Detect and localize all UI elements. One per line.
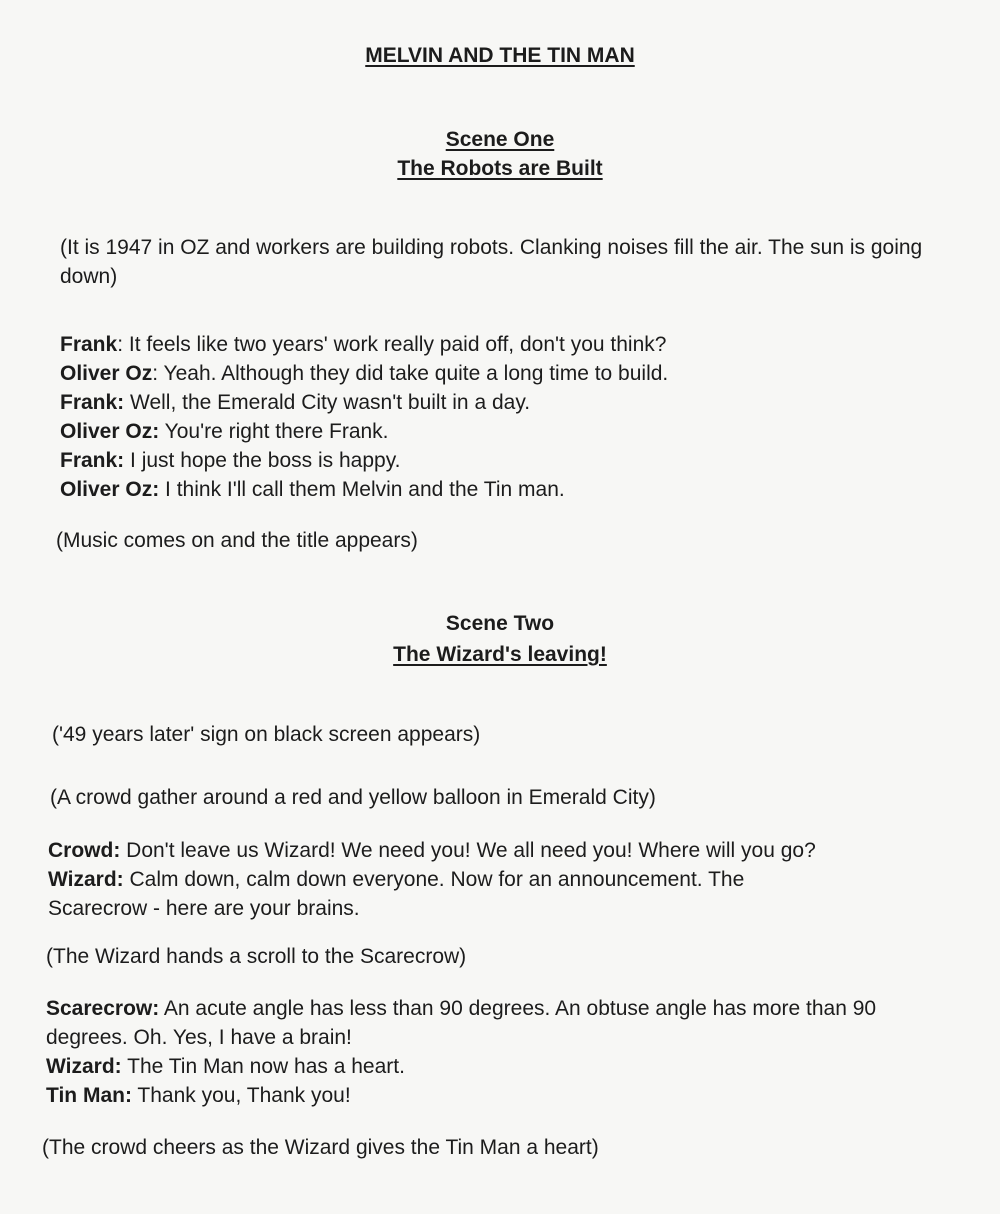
dialogue-text: It feels like two years' work really paid off, don't you think? [123, 333, 667, 356]
dialogue-line [48, 836, 928, 865]
dialogue-text: The Tin Man now has a heart. [121, 1055, 405, 1078]
dialogue-text: Well, the Emerald City wasn't built in a day. [124, 391, 531, 414]
dialogue-text: Don't leave us Wizard! We need you! We all need you! Where will you go? [120, 839, 816, 862]
document-title: MELVIN AND THE TIN MAN [365, 44, 635, 67]
dialogue-line [60, 417, 940, 446]
speaker-name: Scarecrow: [46, 997, 160, 1020]
dialogue-text: You're right there Frank. [159, 420, 389, 443]
speaker-name: Frank: [60, 391, 125, 414]
speaker-name: Wizard: [48, 868, 124, 891]
dialogue-line [60, 388, 940, 417]
scene-two-dialogue-part-two [46, 994, 926, 1110]
speaker-name: Crowd: [48, 839, 121, 862]
dialogue-line [60, 330, 940, 359]
scene-two-dialogue-part-one [48, 836, 928, 923]
speaker-name: Frank: [60, 449, 125, 472]
speaker-name: Oliver Oz: [60, 478, 160, 501]
scene-one-closing-direction: (Music comes on and the title appears) [56, 529, 418, 552]
speaker-name: Tin Man: [46, 1084, 132, 1107]
scene-one-number: Scene One [445, 128, 555, 151]
dialogue-text: Calm down, calm down everyone. Now for an announcement. The Scarecrow - here are your brains. [48, 868, 745, 920]
speaker-name: Oliver Oz: [60, 420, 160, 443]
speaker-separator: : [117, 333, 124, 356]
dialogue-text: Yeah. Although they did take quite a long time to build. [158, 362, 669, 385]
dialogue-text: Thank you, Thank you! [131, 1084, 351, 1107]
scene-two-name: The Wizard's leaving! [393, 643, 607, 666]
speaker-name: Wizard: [46, 1055, 122, 1078]
dialogue-text: An acute angle has less than 90 degrees. An obtuse angle has more than 90 degrees. Oh. Yes, I have a brain! [46, 997, 877, 1049]
scene-two-number: Scene Two [445, 612, 555, 635]
dialogue-text: I think I'll call them Melvin and the Tin man. [159, 478, 565, 501]
dialogue-line [60, 446, 940, 475]
dialogue-line [46, 1052, 926, 1081]
scene-two-closing-direction: (The crowd cheers as the Wizard gives the Tin Man a heart) [42, 1136, 599, 1159]
speaker-name: Frank [60, 333, 118, 356]
scene-two-setting-direction: (A crowd gather around a red and yellow balloon in Emerald City) [50, 786, 656, 809]
dialogue-line [48, 865, 838, 923]
dialogue-text: I just hope the boss is happy. [124, 449, 401, 472]
dialogue-line [60, 475, 940, 504]
scene-two-scroll-direction: (The Wizard hands a scroll to the Scarecrow) [46, 945, 467, 968]
speaker-name: Oliver Oz [60, 362, 153, 385]
scene-one-dialogue [60, 330, 940, 504]
dialogue-line [46, 1081, 926, 1110]
scene-two-time-direction: ('49 years later' sign on black screen appears) [52, 723, 481, 746]
scene-one-name: The Robots are Built [397, 157, 603, 180]
dialogue-line [60, 359, 940, 388]
speaker-separator: : [152, 362, 159, 385]
dialogue-line [46, 994, 886, 1052]
scene-one-stage-direction: (It is 1947 in OZ and workers are building robots. Clanking noises fill the air. The sun is going down) [60, 236, 923, 288]
